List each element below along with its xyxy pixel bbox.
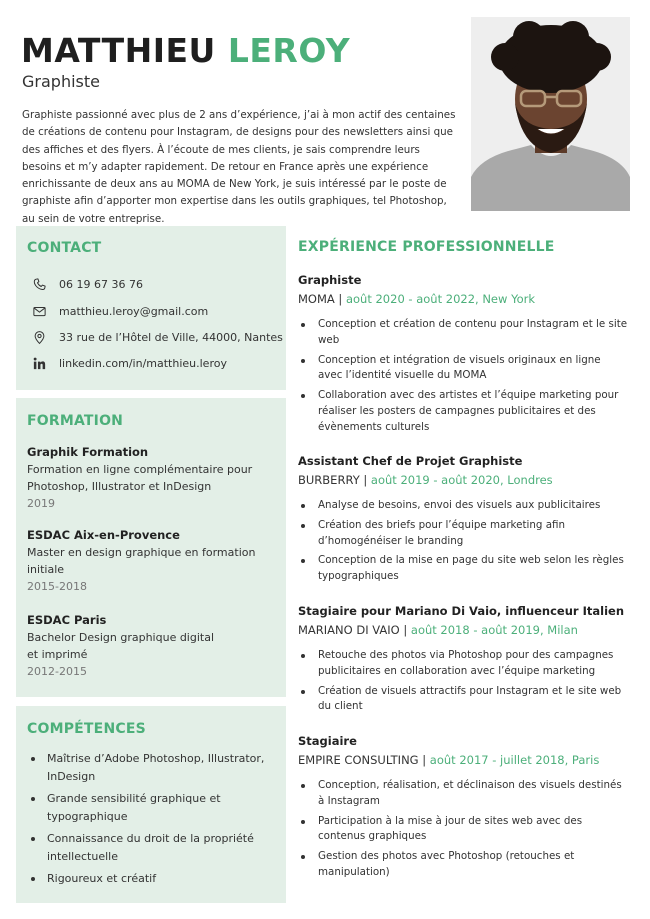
education-school: ESDAC Aix-en-Provence xyxy=(27,528,180,542)
location-pin-icon xyxy=(31,329,47,345)
contact-heading: CONTACT xyxy=(27,240,102,256)
profile-photo xyxy=(471,17,630,211)
experience-entry xyxy=(298,603,628,719)
education-year: 2012-2015 xyxy=(27,665,87,678)
job-role: Graphiste xyxy=(298,273,362,287)
skill-item: Grande sensibilité graphique et typographique xyxy=(27,790,277,825)
education-school: ESDAC Paris xyxy=(27,613,107,627)
education-entry xyxy=(27,612,217,680)
job-bullet: Collaboration avec des artistes et l’équipe marketing pour réaliser les posters de campagnes publicitaires et des évènements culturels xyxy=(298,388,628,435)
contact-email xyxy=(31,303,208,319)
job-bullet: Retouche des photos via Photoshop pour des campagnes publicitaires en collaboration avec l’équipe marketing xyxy=(298,648,628,680)
education-description: Master en design graphique en formation initiale xyxy=(27,546,256,576)
job-bullet: Conception de la mise en page du site web selon les règles typographiques xyxy=(298,553,628,585)
first-name: MATTHIEU xyxy=(21,31,216,70)
job-role: Assistant Chef de Projet Graphiste xyxy=(298,454,523,468)
job-bullets xyxy=(298,317,628,436)
candidate-name xyxy=(21,31,350,71)
job-bullets xyxy=(298,648,628,715)
skills-list xyxy=(27,750,277,893)
skill-item: Maîtrise d’Adobe Photoshop, Illustrator, InDesign xyxy=(27,750,277,785)
education-year: 2019 xyxy=(27,497,55,510)
job-bullet: Participation à la mise à jour de sites web avec des contenus graphiques xyxy=(298,814,628,846)
formation-section xyxy=(16,398,286,697)
skills-section xyxy=(16,706,286,903)
linkedin-url[interactable]: linkedin.com/in/matthieu.leroy xyxy=(59,356,227,370)
job-bullet: Conception, réalisation, et déclinaison des visuels destinés à Instagram xyxy=(298,778,628,810)
job-bullet: Conception et intégration de visuels originaux en ligne avec l’identité visuelle du MOMA xyxy=(298,353,628,385)
job-title: Graphiste xyxy=(22,72,100,91)
contact-section xyxy=(16,226,286,390)
experience-heading: EXPÉRIENCE PROFESSIONNELLE xyxy=(298,239,555,255)
job-bullet: Gestion des photos avec Photoshop (retouches et manipulation) xyxy=(298,849,628,881)
education-entry xyxy=(27,444,277,512)
experience-entry xyxy=(298,733,628,885)
last-name: LEROY xyxy=(227,31,351,70)
contact-linkedin xyxy=(31,355,227,371)
job-period: août 2017 - juillet 2018, Paris xyxy=(429,753,600,767)
job-company: MARIANO DI VAIO xyxy=(298,623,400,637)
education-school: Graphik Formation xyxy=(27,445,149,459)
job-role: Stagiaire xyxy=(298,734,357,748)
job-company-line: BURBERRY | août 2019 - août 2020, Londres xyxy=(298,473,553,487)
job-company-line: EMPIRE CONSULTING | août 2017 - juillet 2018, Paris xyxy=(298,753,600,767)
education-entry xyxy=(27,527,277,595)
education-description: Formation en ligne complémentaire pour Photoshop, Illustrator et InDesign xyxy=(27,463,253,493)
job-company-line: MOMA | août 2020 - août 2022, New York xyxy=(298,292,535,306)
skill-item: Rigoureux et créatif xyxy=(27,870,277,888)
education-description: Bachelor Design graphique digital et imprimé xyxy=(27,631,215,661)
experience-entry xyxy=(298,453,628,589)
phone-number[interactable]: 06 19 67 36 76 xyxy=(59,277,143,291)
skill-item: Connaissance du droit de la propriété intellectuelle xyxy=(27,830,277,865)
job-company-line: MARIANO DI VAIO | août 2018 - août 2019, Milan xyxy=(298,623,578,637)
experience-entry xyxy=(298,272,628,440)
job-bullet: Création de visuels attractifs pour Instagram et le site web du client xyxy=(298,684,628,716)
linkedin-icon xyxy=(31,355,47,371)
job-bullets xyxy=(298,498,628,585)
job-bullet: Conception et création de contenu pour Instagram et le site web xyxy=(298,317,628,349)
job-period: août 2018 - août 2019, Milan xyxy=(410,623,578,637)
job-bullets xyxy=(298,778,628,881)
job-bullet: Analyse de besoins, envoi des visuels aux publicitaires xyxy=(298,498,628,514)
job-bullet: Création des briefs pour l’équipe marketing afin d’homogénéiser le branding xyxy=(298,518,628,550)
postal-address: 33 rue de l’Hôtel de Ville, 44000, Nantes xyxy=(59,330,283,344)
job-company: MOMA xyxy=(298,292,335,306)
job-company: EMPIRE CONSULTING xyxy=(298,753,419,767)
skills-heading: COMPÉTENCES xyxy=(27,721,146,737)
mail-icon xyxy=(31,303,47,319)
formation-heading: FORMATION xyxy=(27,413,124,429)
job-period: août 2019 - août 2020, Londres xyxy=(370,473,553,487)
job-role: Stagiaire pour Mariano Di Vaio, influenceur Italien xyxy=(298,604,625,618)
job-period: août 2020 - août 2022, New York xyxy=(345,292,535,306)
phone-icon xyxy=(31,276,47,292)
contact-phone xyxy=(31,276,143,292)
intro-paragraph: Graphiste passionné avec plus de 2 ans d’expérience, j’ai à mon actif des centaines de créations de contenu pour Instagram, de designs pour des newsletters ainsi que des affiches et des flyers. À l’écoute de mes clients, je sais comprendre leurs besoins et m’y adapter rapidement. De retour en France après une expérience enrichissante de deux ans au MOMA de New York, je suis intéressé par le poste de graphiste afin d’apporter mon expertise dans les outils graphiques, tel Photoshop, au sein de votre entreprise. xyxy=(22,109,456,225)
job-company: BURBERRY xyxy=(298,473,360,487)
email-address[interactable]: matthieu.leroy@gmail.com xyxy=(59,304,209,318)
contact-address xyxy=(31,329,283,345)
education-year: 2015-2018 xyxy=(27,580,87,593)
